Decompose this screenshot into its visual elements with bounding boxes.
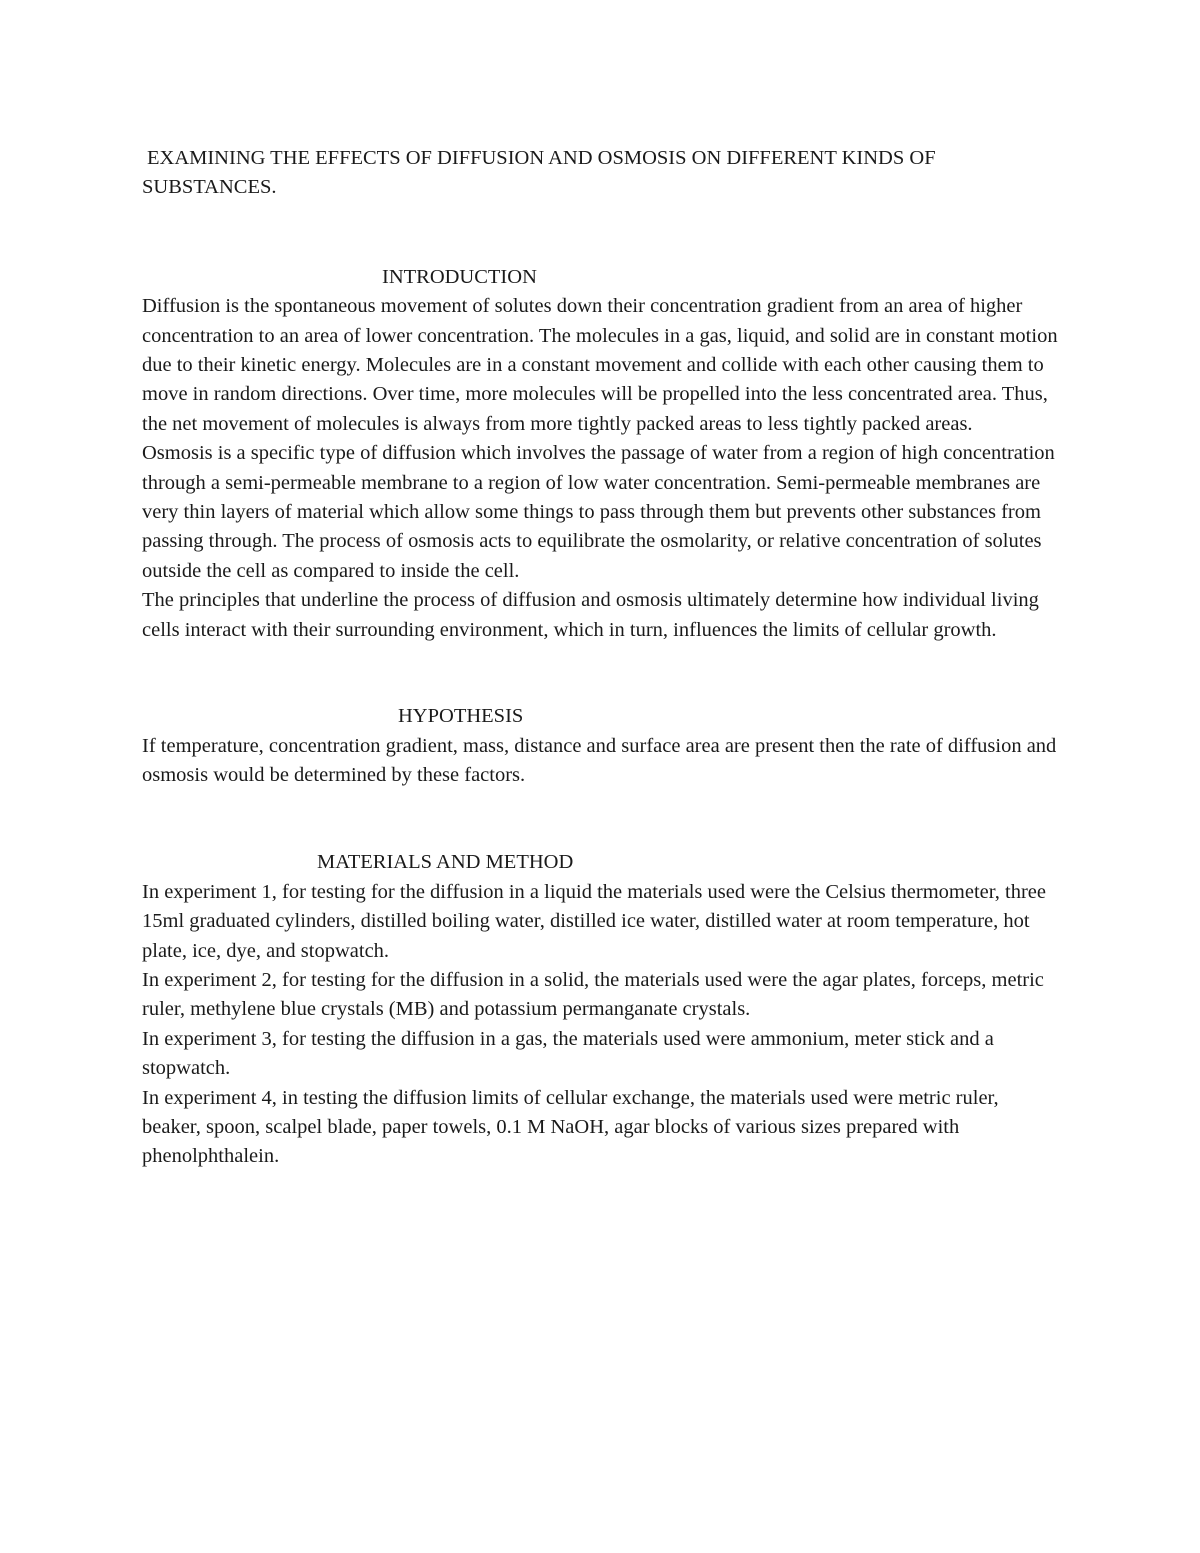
document-body xyxy=(142,144,1062,1172)
materials-experiment-3: In experiment 3, for testing the diffusion in a gas, the materials used were ammonium, meter stick and a stopwatch. xyxy=(142,1027,994,1080)
hypothesis-heading: HYPOTHESIS xyxy=(398,705,524,728)
materials-experiment-2: In experiment 2, for testing for the diffusion in a solid, the materials used were the agar plates, forceps, metric ruler, methylene blue crystals (MB) and potassium permanganate crystals. xyxy=(142,968,1044,1021)
materials-heading: MATERIALS AND METHOD xyxy=(317,851,574,874)
hypothesis-paragraph: If temperature, concentration gradient, mass, distance and surface area are present then the rate of diffusion and osmosis would be determined by these factors. xyxy=(142,734,1057,786)
introduction-paragraph-3: The principles that underline the process of diffusion and osmosis ultimately determine how individual living cells interact with their surrounding environment, which in turn, influences the limits of cellular growth. xyxy=(142,589,1039,641)
introduction-paragraph-1: Diffusion is the spontaneous movement of solutes down their concentration gradient from an area of higher concentration to an area of lower concentration. The molecules in a gas, liquid, and solid are in constant motion due to their kinetic energy. Molecules are in a constant movement and collide with each other causing them to move in random directions. Over time, more molecules will be propelled into the less concentrated area. Thus, the net movement of molecules is always from more tightly packed areas to less tightly packed areas. xyxy=(142,295,1058,435)
materials-experiment-1: In experiment 1, for testing for the diffusion in a liquid the materials used were the Celsius thermometer, three 15ml graduated cylinders, distilled boiling water, distilled ice water, distilled water at room temperature, hot plate, ice, dye, and stopwatch. xyxy=(142,880,1046,962)
introduction-heading: INTRODUCTION xyxy=(382,265,537,288)
materials-experiment-4: In experiment 4, in testing the diffusion limits of cellular exchange, the materials used were metric ruler, beaker, spoon, scalpel blade, paper towels, 0.1 M NaOH, agar blocks of various sizes prepared with phenolphthalein. xyxy=(142,1086,999,1168)
document-title: EXAMINING THE EFFECTS OF DIFFUSION AND OSMOSIS ON DIFFERENT KINDS OF SUBSTANCES. xyxy=(142,147,936,199)
introduction-paragraph-2: Osmosis is a specific type of diffusion which involves the passage of water from a region of high concentration through a semi-permeable membrane to a region of low water concentration. Semi-permeable membranes are very thin layers of material which allow some things to pass through them but prevents other substances from passing through. The process of osmosis acts to equilibrate the osmolarity, or relative concentration of solutes outside the cell as compared to inside the cell. xyxy=(142,442,1055,582)
